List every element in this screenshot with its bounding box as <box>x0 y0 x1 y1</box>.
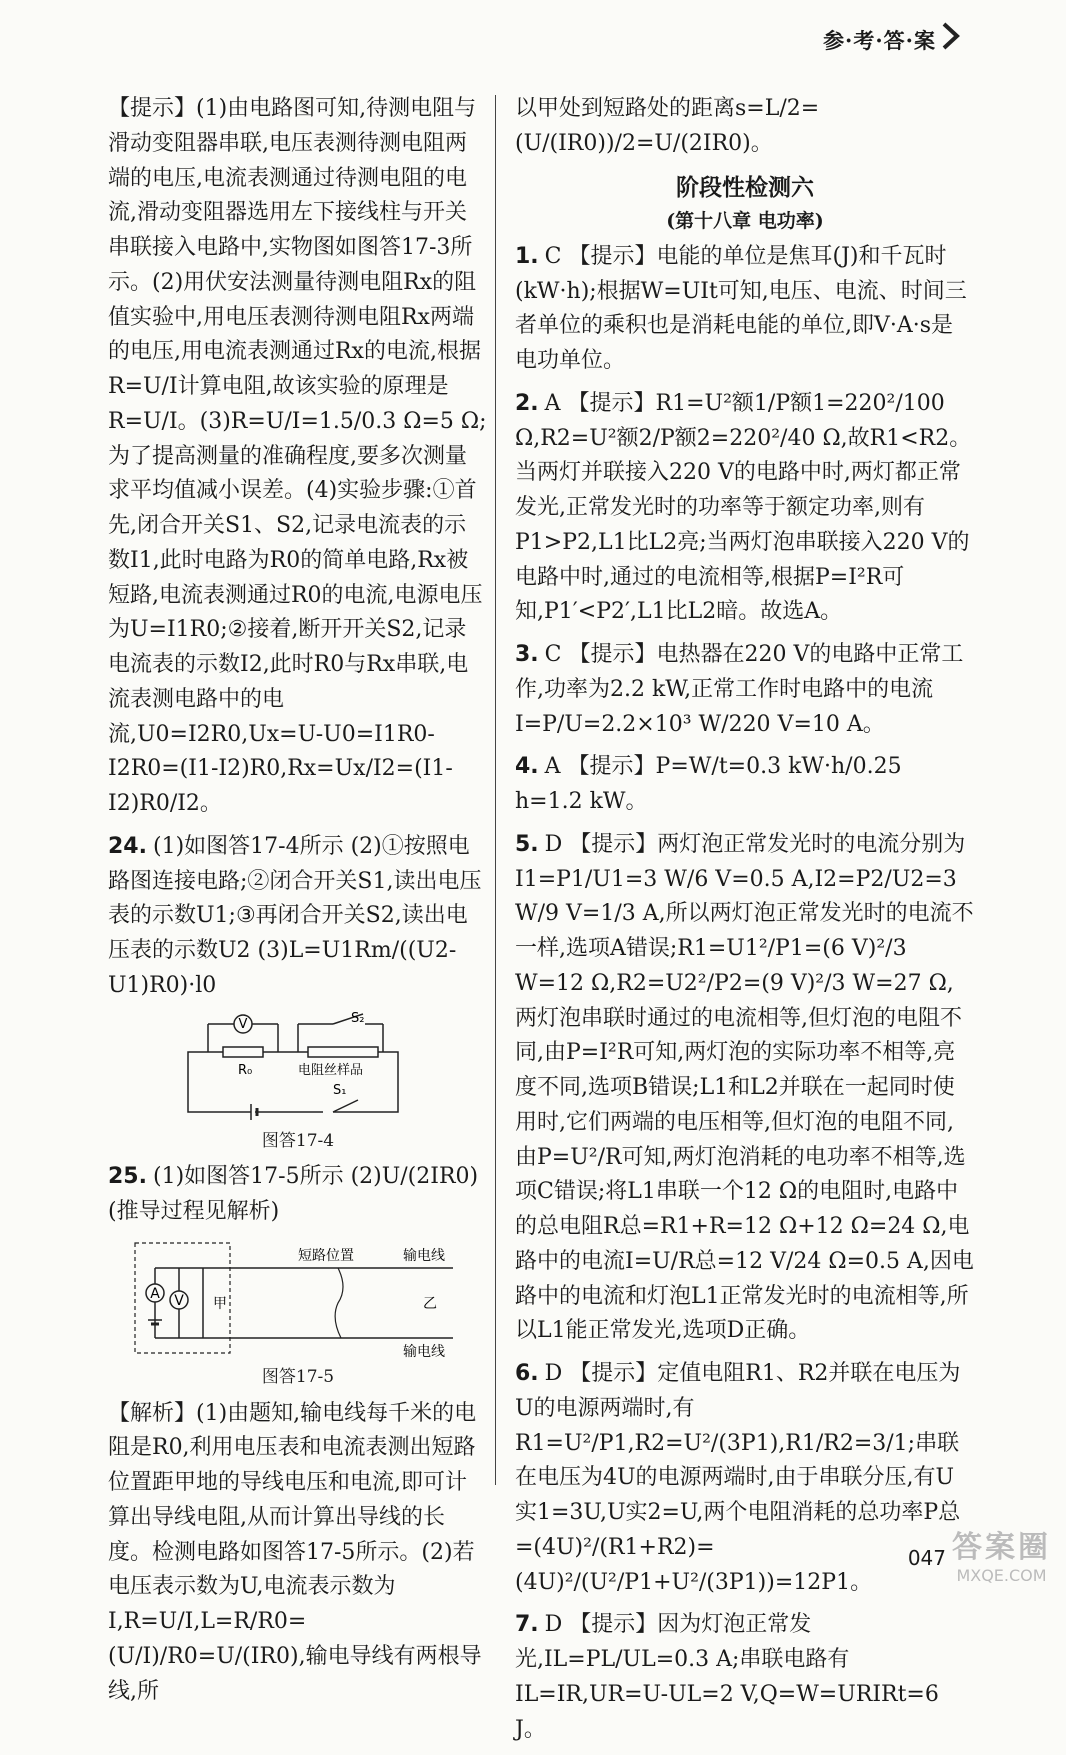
answer-25-continued: 以甲处到短路处的距离s=L/2=(U/(IR0))/2=U/(2IR0)。 <box>515 96 820 156</box>
left-column <box>108 92 488 1717</box>
answer-text: D 【提示】两灯泡正常发光时的电流分别为I1=P1/U1=3 W/6 V=0.5 A,I2=P2/U2=3 W/9 V=1/3 A,所以两灯泡正常发光时的电流不一样,选项A错误;R1=U1²/P1=(6 V)²/3 W=12 Ω,R2=U2²/P2=(9 V)²/3 W=27 Ω,两灯泡串联时通过的电流相等,但灯泡的电阻不同,由P=I²R可知,两灯泡的实际功率不相等,亮度不同,选项B错误;L1和L2并联在一起同时使用时,它们两端的电压相等,但灯泡的电阻不同,由P=U²/R可知,两灯泡消耗的电功率不相等,选项C错误;将L1串联一个12 Ω的电阻时,电路中的总电阻R总=R1+R=12 Ω+12 Ω=24 Ω,电路中的电流I=U/R总=12 V/24 Ω=0.5 A,因电路中的电流和灯泡L1正常发光时的电流相等,所以L1能正常发光,选项D正确。 <box>515 831 974 1344</box>
item-number: 7. <box>515 1612 539 1638</box>
short-label: 短路位置 <box>298 1247 354 1264</box>
answer-item <box>515 828 975 1349</box>
watermark-top: 答案圈 <box>952 1530 1051 1565</box>
yi-label: 乙 <box>423 1295 437 1312</box>
answer-item <box>515 1608 975 1747</box>
answer-text: (1)如图答17-4所示 (2)①按照电路图连接电路;②闭合开关S1,读出电压表的示数U1;③再闭合开关S2,读出电压表的示数U2 (3)L=U1Rm/((U2-U1)R0)·l0 <box>108 833 482 998</box>
section-title: 阶段性检测六 <box>676 173 814 201</box>
resistor-r0-label: R₀ <box>238 1062 253 1078</box>
item-number: 6. <box>515 1361 539 1387</box>
ammeter-label: A <box>150 1285 160 1302</box>
answer-item <box>515 240 975 379</box>
circuit-figure-17-5 <box>133 1238 463 1358</box>
switch-s1-icon <box>333 1100 358 1112</box>
answer-25 <box>108 1160 488 1230</box>
figure-caption: 图答17-4 <box>261 1130 335 1151</box>
voltmeter-label: V <box>238 1016 248 1032</box>
header-title: 参·考·答·案 <box>823 28 936 53</box>
switch-s2-label: S₂ <box>351 1011 365 1026</box>
item-number: 24. <box>108 833 147 859</box>
figure-caption: 图答17-5 <box>261 1366 335 1387</box>
item-number: 3. <box>515 642 539 668</box>
voltmeter-label: V <box>174 1292 184 1309</box>
chevron-right-icon <box>941 22 961 50</box>
answer-text: C 【提示】电热器在220 V的电路中正常工作,功率为2.2 kW,正常工作时电路中的电流I=P/U=2.2×10³ W/220 V=10 A。 <box>515 642 964 737</box>
answer-text: A 【提示】P=W/t=0.3 kW·h/0.25 h=1.2 kW。 <box>515 754 902 815</box>
circuit-figure-17-4 <box>183 1012 413 1122</box>
answer-text: D 【提示】因为灯泡正常发光,IL=PL/UL=0.3 A;串联电路有IL=IR,UR=U-UL=2 V,Q=W=URIRt=6 J。 <box>515 1612 939 1742</box>
answer-item <box>515 1357 975 1600</box>
item-number: 4. <box>515 754 539 780</box>
line-bottom-label: 输电线 <box>403 1343 445 1358</box>
line-top-label: 输电线 <box>403 1247 445 1264</box>
answer-text: D 【提示】定值电阻R1、R2并联在电压为U的电源两端时,有R1=U²/P1,R2=U²/(3P1),R1/R2=3/1;串联在电压为4U的电源两端时,由于串联分压,有U实1=3U,U实2=U,两个电阻消耗的总功率P总=(4U)²/(R1+R2)=(4U)²/(U²/P1+U²/(3P1))=12P1。 <box>515 1361 961 1595</box>
section-subtitle: (第十八章 电功率) <box>666 209 824 232</box>
answer-24 <box>108 830 488 1004</box>
answer-text: C 【提示】电能的单位是焦耳(J)和千瓦时(kW·h);根据W=UIt可知,电压、电流、时间三者单位的乘积也是消耗电能的单位,即V·A·s是电功单位。 <box>515 243 967 374</box>
answer-item <box>515 638 975 742</box>
answer-25-analysis: 【解析】(1)由题知,输电线每千米的电阻是R0,利用电压表和电流表测出短路位置距甲地的导线电压和电流,即可计算出导线电阻,从而计算出导线的长度。检测电路如图答17-5所示。(2)若电压表示数为U,电流表示数为I,R=U/I,L=R/R0=(U/I)/R0=U/(IR0),输电导线有两根导线,所 <box>108 1400 482 1704</box>
answer-item <box>515 750 975 820</box>
answer-text: (1)如图答17-5所示 (2)U/(2IR0)(推导过程见解析) <box>108 1164 479 1225</box>
column-divider <box>495 95 496 1485</box>
answer-23-hint: 【提示】(1)由电路图可知,待测电阻与滑动变阻器串联,电压表测待测电阻两端的电压,电流表测通过待测电阻的电流,滑动变阻器选用左下接线柱与开关串联接入电路中,实物图如图答17-3所示。(2)用伏安法测量待测电阻Rx的阻值实验中,用电压表测待测电阻Rx两端的电压,用电流表测通过Rx的电流,根据R=U/I计算电阻,故该实验的原理是R=U/I。(3)R=U/I=1.5/0.3 Ω=5 Ω;为了提高测量的准确程度,要多次测量求平均值减小误差。(4)实验步骤:①首先,闭合开关S1、S2,记录电流表的示数I1,此时电路为R0的简单电路,Rx被短路,电流表测通过R0的电流,电源电压为U=I1R0;②接着,断开开关S2,记录电流表的示数I2,此时R0与Rx串联,电流表测电路中的电流,U0=I2R0,Ux=U-U0=I1R0-I2R0=(I1-I2)R0,Rx=Ux/I2=(I1-I2)R0/I2。 <box>108 96 487 816</box>
switch-s1-label: S₁ <box>333 1082 347 1098</box>
sample-wire-label: 电阻丝样品 <box>298 1062 364 1078</box>
answer-text: A 【提示】R1=U²额1/P额1=220²/100 Ω,R2=U²额2/P额2=220²/40 Ω,故R1<R2。当两灯并联接入220 V的电路中时,两灯都正常发光,正常发光时的功率等于额定功率,则有P1>P2,L1比L2亮;当两灯泡串联接入220 V的电路中时,通过的电流相等,根据P=I²R可知,P1′<P2′,L1比L2暗。故选A。 <box>515 390 972 625</box>
short-mark-icon <box>335 1268 343 1338</box>
watermark-bottom: MXQE.COM <box>956 1566 1047 1585</box>
page-number: 047 <box>907 1546 946 1570</box>
item-number: 2. <box>515 390 539 416</box>
item-number: 1. <box>515 243 539 269</box>
sample-wire-icon <box>308 1047 378 1057</box>
item-number: 25. <box>108 1164 147 1190</box>
item-number: 5. <box>515 831 539 857</box>
resistor-r0-icon <box>223 1047 263 1057</box>
jia-label: 甲 <box>213 1295 227 1312</box>
answer-item <box>515 387 975 630</box>
watermark-logo <box>952 1522 1051 1585</box>
right-column <box>515 92 975 1755</box>
